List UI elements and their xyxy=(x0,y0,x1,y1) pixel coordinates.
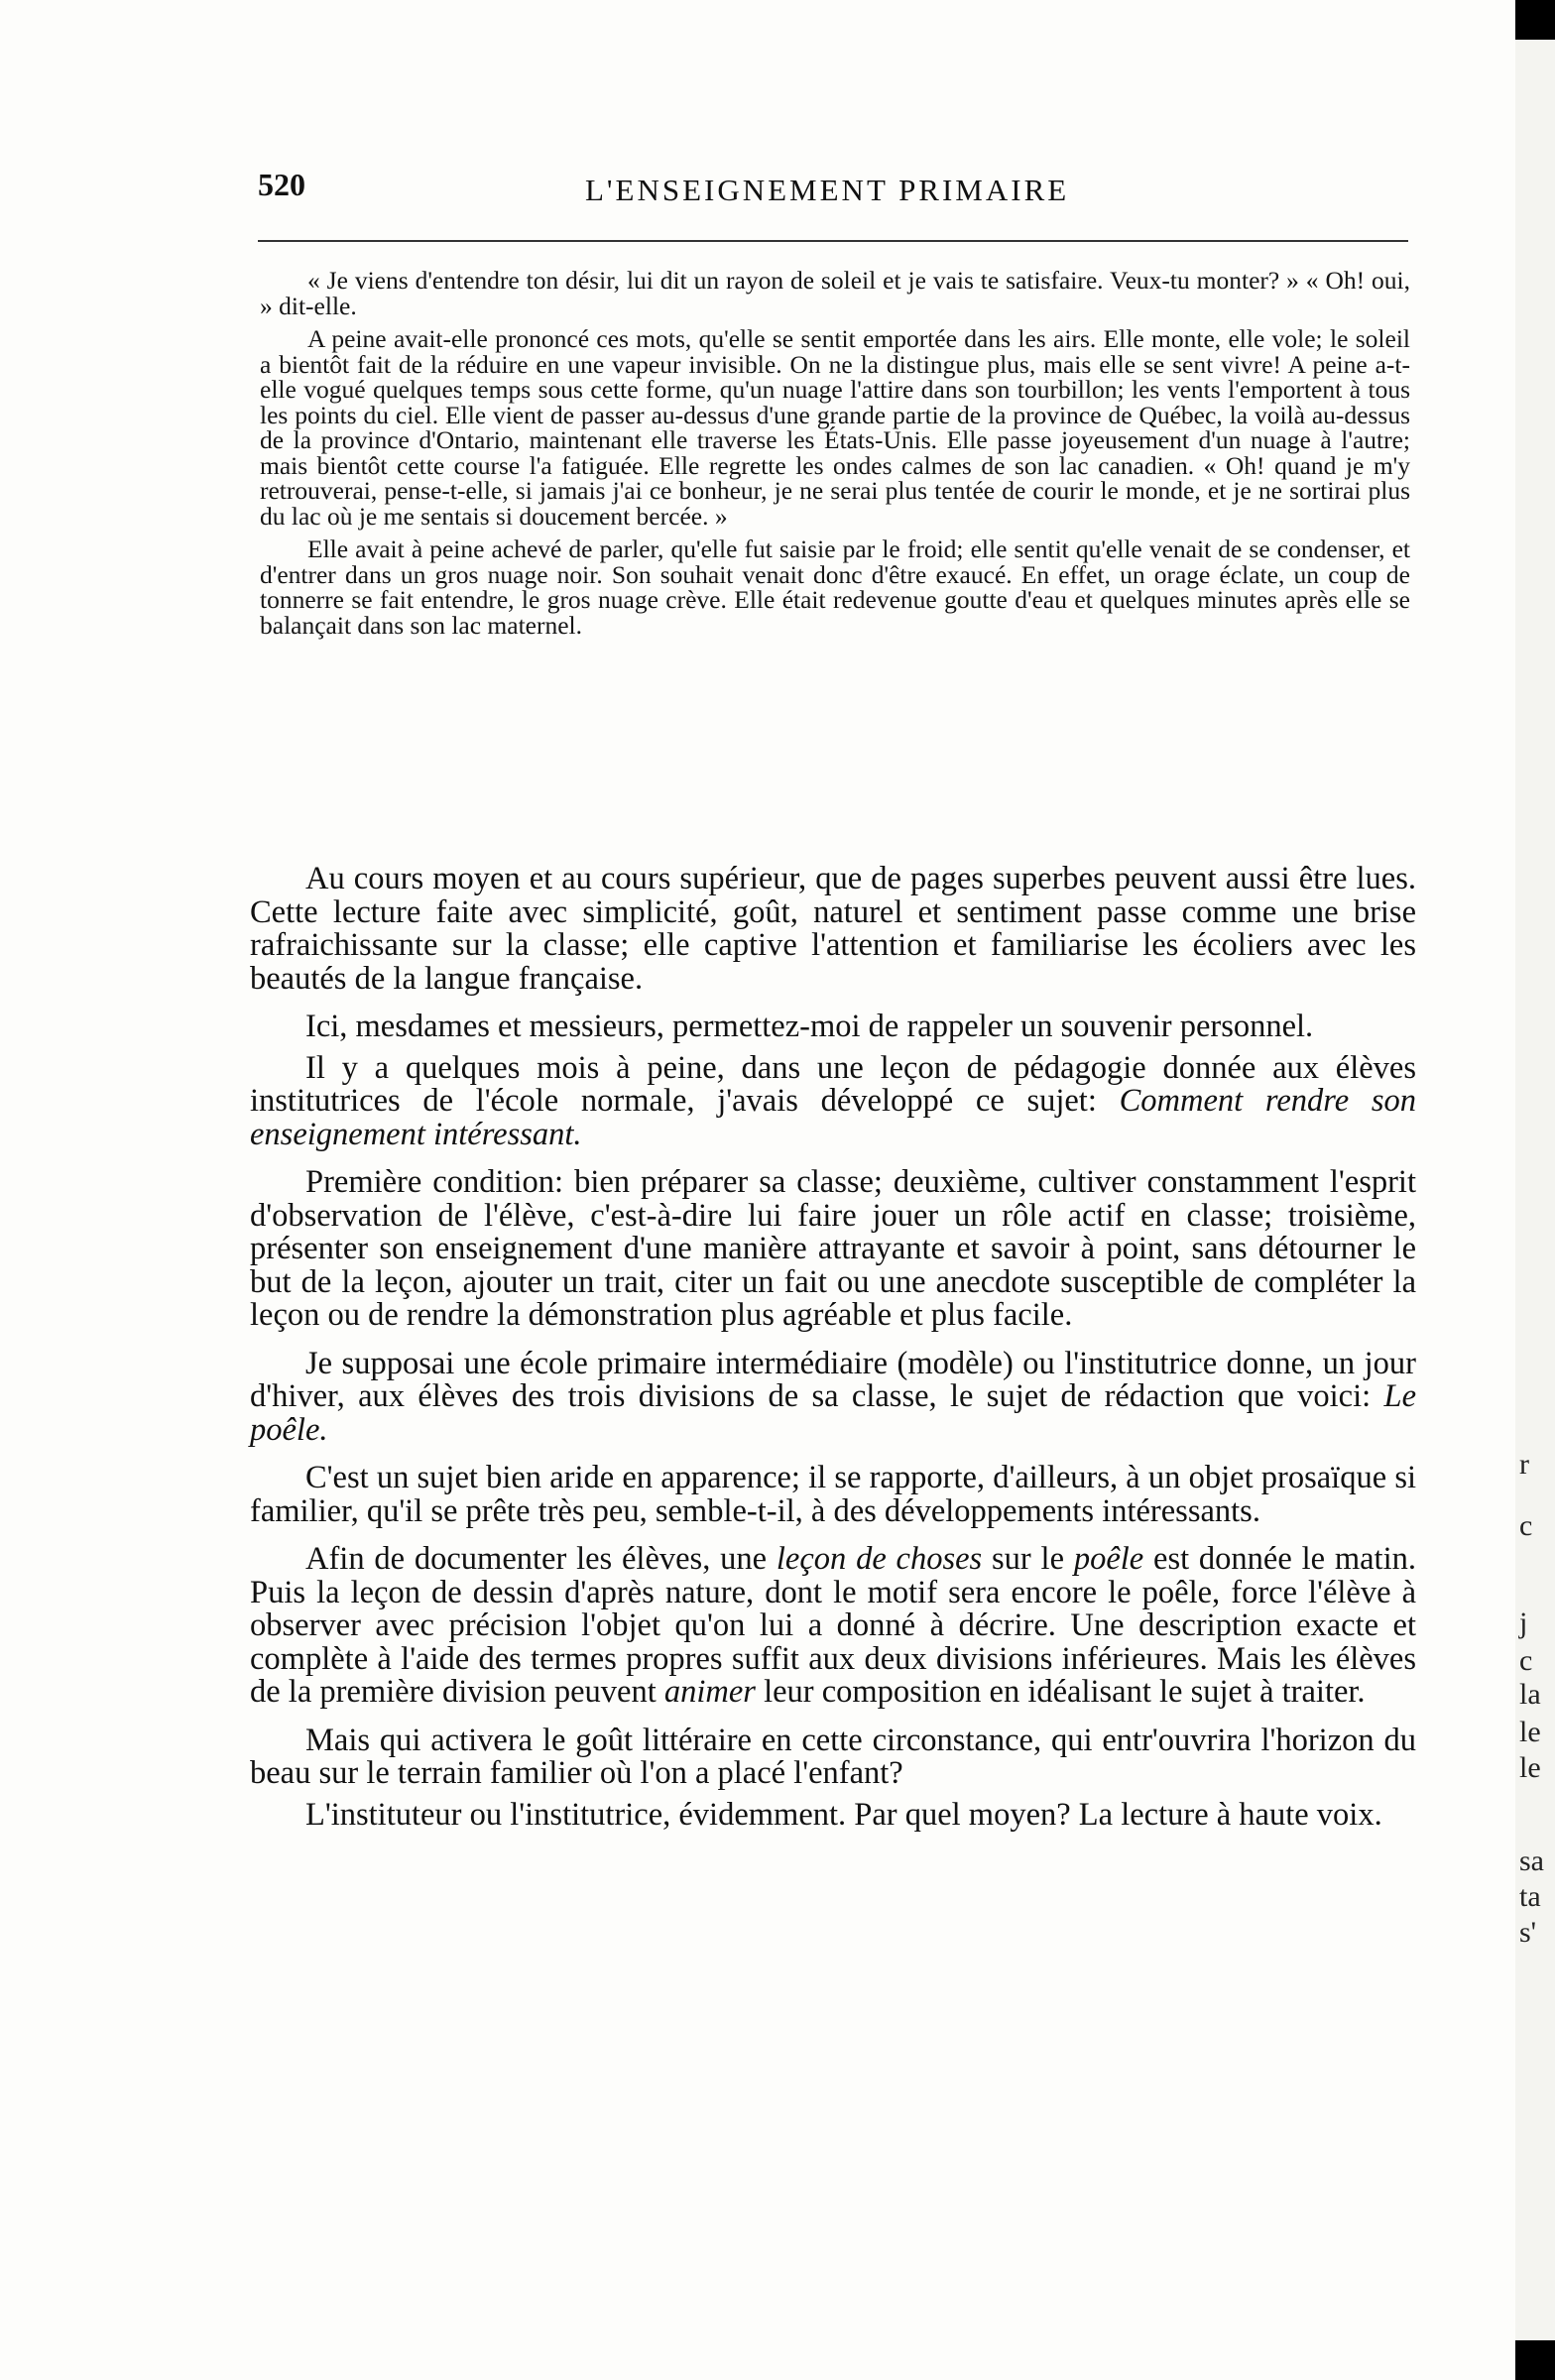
paragraph: Ici, mesdames et messieurs, permettez-moi de rappeler un souvenir personnel. xyxy=(305,1009,1314,1044)
paragraph: Je supposai une école primaire intermédiaire (modèle) ou l'institutrice donne, un jour d'hiver, aux élèves des trois divisions de sa classe, le sujet de rédaction que voici: Le poêle. xyxy=(250,1345,1416,1448)
page-number: 520 xyxy=(258,167,305,202)
margin-fragment: r xyxy=(1519,1448,1529,1481)
margin-fragment: s' xyxy=(1519,1916,1537,1949)
emphasis: Comment rendre son enseignement intéressant. xyxy=(250,1083,1416,1152)
story-paragraph: A peine avait-elle prononcé ces mots, qu'elle se sentit emportée dans les airs. Elle monte, elle vole; le soleil a bientôt fait de la réduire en une vapeur invisible. On ne la distingue plus, mais elle se sent vivre! A peine a-t-elle vogué quelques temps sous cette forme, qu'un nuage l'attire dans son tourbillon; les vents l'emportent à tous les points du ciel. Elle vient de passer au-dessus d'une grande partie de la province de Québec, la voilà au-dessus de la province d'Ontario, maintenant elle traverse les États-Unis. Elle passe joyeusement d'un nuage à l'autre; mais bientôt cette course l'a fatiguée. Elle regrette les ondes calmes de son lac canadien. « Oh! quand je m'y retrouverai, pense-t-elle, si jamais j'ai ce bonheur, je ne serai plus tentée de courir le monde, et je ne sortirai plus du lac où je me sentais si doucement bercée. » xyxy=(260,324,1410,531)
emphasis: Le poêle. xyxy=(250,1378,1416,1448)
paragraph: Mais qui activera le goût littéraire en cette circonstance, qui entr'ouvrira l'horizon du beau sur le terrain familier où l'on a placé l'enfant? xyxy=(250,1722,1416,1791)
running-title: L'ENSEIGNEMENT PRIMAIRE xyxy=(585,173,1070,207)
paragraph: Au cours moyen et au cours supérieur, que de pages superbes peuvent aussi être lues. Cette lecture faite avec simplicité, goût, naturel et sentiment passe comme une brise rafraichissante sur la classe; elle captive l'attention et familiarise les écoliers avec les beautés de la langue française. xyxy=(250,861,1416,997)
header-rule xyxy=(258,240,1408,242)
main-text xyxy=(250,863,1416,1846)
margin-fragment: c xyxy=(1519,1509,1533,1542)
emphasis: poêle xyxy=(1073,1541,1144,1577)
margin-fragment: le xyxy=(1519,1716,1541,1748)
margin-fragment: la xyxy=(1519,1678,1541,1711)
margin-fragment: j xyxy=(1519,1606,1528,1639)
paragraph: Afin de documenter les élèves, une leçon de choses sur le poêle est donnée le matin. Puis la leçon de dessin d'après nature, dont le motif sera encore le poêle, force l'élève à observer avec précision l'objet qu'on lui a donné à décrire. Une description exacte et complète à l'aide des termes propres suffit aux deux divisions inférieures. Mais les élèves de la première division peuvent animer leur composition en idéalisant le sujet à traiter. xyxy=(250,1541,1416,1710)
page-header xyxy=(258,167,1398,216)
paragraph: C'est un sujet bien aride en apparence; il se rapporte, d'ailleurs, à un objet prosaïque si familier, qu'il se prête très peu, semble-t-il, à des développements intéressants. xyxy=(250,1460,1416,1529)
story-paragraph: « Je viens d'entendre ton désir, lui dit un rayon de soleil et je vais te satisfaire. Veux-tu monter? » « Oh! oui, » dit-elle. xyxy=(260,266,1410,320)
emphasis: animer xyxy=(663,1674,756,1710)
paragraph: Il y a quelques mois à peine, dans une leçon de pédagogie donnée aux élèves institutrices de l'école normale, j'avais développé ce sujet: Comment rendre son enseignement intéressant. xyxy=(250,1049,1416,1152)
emphasis: leçon de choses xyxy=(776,1541,983,1577)
story-paragraph: Elle avait à peine achevé de parler, qu'elle fut saisie par le froid; elle sentit qu'elle venait de se condenser, et d'entrer dans un gros nuage noir. Son souhait venait donc d'être exaucé. En effet, un orage éclate, un coup de tonnerre se fait entendre, le gros nuage crève. Elle était redevenue goutte d'eau et quelques minutes après elle se balançait dans son lac maternel. xyxy=(260,535,1410,640)
paragraph: L'instituteur ou l'institutrice, évidemment. Par quel moyen? La lecture à haute voix. xyxy=(305,1796,1382,1833)
margin-fragment: c xyxy=(1519,1644,1533,1677)
margin-fragment: ta xyxy=(1519,1880,1541,1913)
margin-fragment: le xyxy=(1519,1751,1541,1784)
adjacent-page-edge xyxy=(1515,40,1555,2340)
quoted-story xyxy=(260,268,1410,646)
paragraph: Première condition: bien préparer sa classe; deuxième, cultiver constamment l'esprit d'observation de l'élève, c'est-à-dire lui faire jouer un rôle actif en classe; troisième, présenter son enseignement d'une manière attrayante et savoir à point, sans détourner le but de la leçon, ajouter un trait, citer un fait ou une anecdote susceptible de compléter la leçon ou de rendre la démonstration plus agréable et plus facile. xyxy=(250,1164,1416,1333)
margin-fragment: sa xyxy=(1519,1844,1544,1877)
